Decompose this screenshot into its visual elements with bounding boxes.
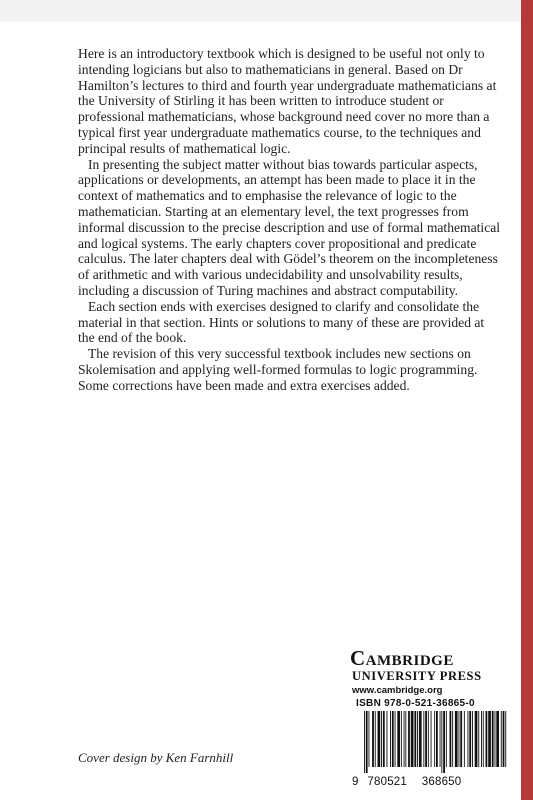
spine-stripe <box>521 0 533 800</box>
barcode-bar <box>434 711 435 767</box>
publisher-name: Cambridge <box>350 646 454 670</box>
barcode-bar <box>440 711 441 767</box>
barcode-bar <box>419 711 422 767</box>
barcode-bar <box>381 711 382 767</box>
barcode-bar <box>446 711 447 767</box>
blurb-paragraph-4: The revision of this very successful textbook includes new sections on Skolemisation and applying well-formed formulas to logic programming. Some corrections have been made and extra exercises added. <box>78 346 478 393</box>
top-band <box>0 0 533 22</box>
barcode-bar <box>405 711 406 767</box>
barcode-bar <box>505 711 506 767</box>
barcode-bar <box>464 711 465 767</box>
barcode-bar <box>375 711 376 767</box>
barcode-bar <box>397 711 400 767</box>
barcode-bar <box>478 711 479 767</box>
barcode-digits <box>352 776 512 788</box>
barcode-bar <box>488 711 491 767</box>
barcode-first-digit: 9 <box>352 776 359 788</box>
barcode-bar <box>395 711 396 767</box>
barcode-block <box>352 698 512 790</box>
barcode-bar <box>443 711 445 773</box>
blurb-paragraph-2: In presenting the subject matter without bias towards particular aspects, applications or developments, an attempt has been made to place it in the context of mathematics and to emphasise the relevance of logic to the mathematician. Starting at an elementary level, the text progresses from informal discussion to the precise description and use of formal mathematical and logical systems. The early chapters cover propositional and predicate calculus. The later chapters deal with Gödel’s theorem on the incompleteness of arithmetic and with various undecidability and unsolvability results, including a discussion of Turing machines and abstract computability. <box>78 156 501 298</box>
barcode-bar <box>495 711 496 767</box>
barcode-bar <box>455 711 458 767</box>
cover-credit: Cover design by Ken Farnhill <box>78 750 234 765</box>
barcode-bar <box>428 711 429 767</box>
barcode-bar <box>503 711 505 767</box>
barcode-bar <box>436 711 438 767</box>
barcode-bar <box>441 711 442 773</box>
barcode-bar <box>366 711 368 773</box>
barcode-bar <box>414 711 416 767</box>
barcode-bar <box>501 711 502 767</box>
publisher-press: UNIVERSITY PRESS <box>352 669 482 683</box>
publisher-logo <box>350 647 510 697</box>
blurb-text <box>78 46 503 394</box>
barcode-bar <box>450 711 452 767</box>
barcode-bar <box>459 711 460 767</box>
barcode-bar <box>401 711 402 767</box>
barcode-bar <box>378 711 381 767</box>
blurb-paragraph-1: Here is an introductory textbook which is designed to be useful not only to intending logicians but also to mathematicians in general. Based on Dr Hamilton’s lectures to third and fourth year undergraduate mathematicians at the University of Stirling it has been written to introduce student or professional mathematicians, whose background need cover no more than a typical first year undergraduate mathematics course, to the techniques and principal results of mathematical logic. <box>78 46 497 156</box>
barcode-icon <box>352 711 512 773</box>
barcode-group-2: 368650 <box>421 776 462 788</box>
barcode-bar <box>387 711 388 767</box>
barcode-bar <box>425 711 427 767</box>
barcode-group-1: 780521 <box>367 776 407 788</box>
barcode-bar <box>452 711 453 767</box>
barcode-bar <box>404 711 405 767</box>
barcode-bar <box>481 711 482 767</box>
barcode-bar <box>411 711 414 767</box>
barcode-bar <box>423 711 424 767</box>
barcode-bar <box>486 711 488 767</box>
barcode-bar <box>492 711 494 767</box>
barcode-bar <box>369 711 370 767</box>
barcode-bar <box>496 711 499 767</box>
barcode-bar <box>431 711 432 767</box>
isbn-label: ISBN 978-0-521-36865-0 <box>356 698 475 709</box>
barcode-bar <box>468 711 469 767</box>
barcode-bar <box>390 711 391 767</box>
barcode-bar <box>372 711 374 767</box>
barcode-bar <box>383 711 385 767</box>
barcode-bar <box>408 711 410 767</box>
publisher-url: www.cambridge.org <box>352 685 443 696</box>
barcode-bar <box>475 711 478 767</box>
barcode-bar <box>483 711 484 767</box>
barcode-bar <box>417 711 418 767</box>
barcode-bar <box>392 711 394 767</box>
blurb-paragraph-3: Each section ends with exercises designed to clarify and consolidate the material in that section. Hints or solutions to many of these are provided at the end of the book. <box>78 298 485 346</box>
barcode-bar <box>460 711 462 767</box>
barcode-bar <box>364 711 365 773</box>
barcode-bar <box>469 711 471 767</box>
barcode-bar <box>472 711 473 767</box>
